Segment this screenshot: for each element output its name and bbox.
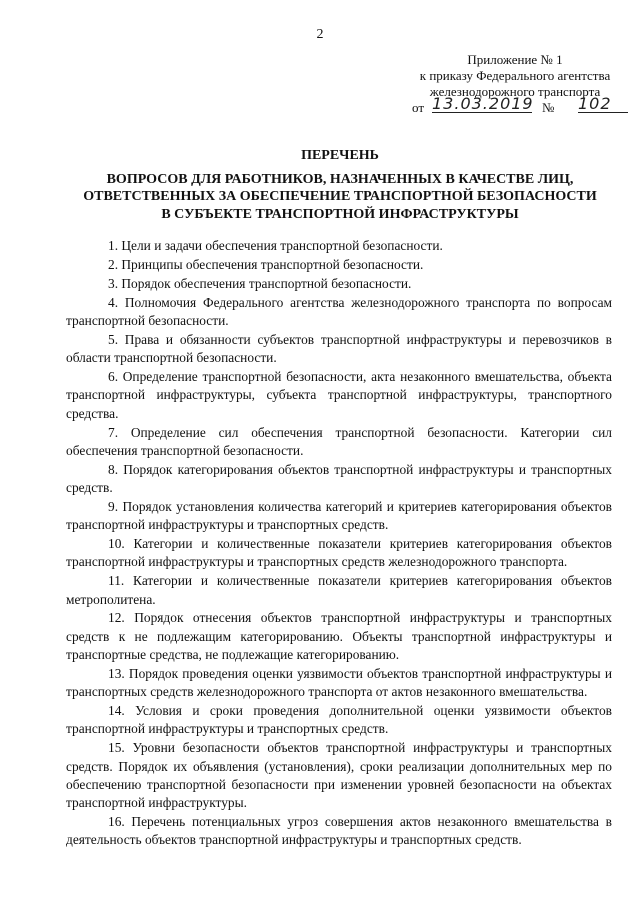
list-item: 13. Порядок проведения оценки уязвимости объектов транспортной инфраструктуры и транспортных средств железнодорожного транспорта от актов незаконного вмешательства. [66, 665, 612, 700]
page-number: 2 [316, 27, 324, 42]
title-line-4: В СУБЪЕКТЕ ТРАНСПОРТНОЙ ИНФРАСТРУКТУРЫ [161, 206, 519, 222]
list-item: 5. Права и обязанности субъектов транспортной инфраструктуры и перевозчиков в области транспортной безопасности. [66, 331, 612, 366]
question-list [66, 237, 612, 850]
list-item: 9. Порядок установления количества категорий и критериев категорирования объектов транспортной инфраструктуры и транспортных средств. [66, 498, 612, 533]
annex-order-line: к приказу Федерального агентства [419, 68, 611, 83]
list-item: 16. Перечень потенциальных угроз совершения актов незаконного вмешательства в деятельность объектов транспортной инфраструктуры и транспортных средств. [66, 814, 612, 848]
list-item: 4. Полномочия Федерального агентства железнодорожного транспорта по вопросам транспортной безопасности. [66, 294, 612, 328]
list-item: 7. Определение сил обеспечения транспортной безопасности. Категории сил обеспечения транспортной безопасности. [66, 424, 612, 458]
list-item: 3. Порядок обеспечения транспортной безопасности. [108, 275, 412, 291]
annex-title: Приложение № 1 [467, 52, 563, 67]
title-line-2: ВОПРОСОВ ДЛЯ РАБОТНИКОВ, НАЗНАЧЕННЫХ В КАЧЕСТВЕ ЛИЦ, [106, 171, 574, 187]
handwritten-number: 102 [578, 96, 628, 113]
list-item: 10. Категории и количественные показатели критериев категорирования объектов транспортной инфраструктуры и транспортных средств железнодорожного транспорта. [66, 536, 612, 570]
list-item: 6. Определение транспортной безопасности, акта незаконного вмешательства, объекта транспортной инфраструктуры, субъекта транспортной инфраструктуры, транспортного средства. [66, 369, 612, 421]
list-item: 11. Категории и количественные показатели критериев категорирования объектов метрополитена. [66, 573, 612, 607]
annex-agency-line: железнодорожного транспорта [429, 84, 601, 99]
list-item: 12. Порядок отнесения объектов транспортной инфраструктуры и транспортных средств к не подлежащим категорированию. Объекты транспортной инфраструктуры и транспортные средства, не подлежащие категорированию. [66, 610, 612, 663]
list-item: 14. Условия и сроки проведения дополнительной оценки уязвимости объектов транспортной инфраструктуры и транспортных средств. [66, 703, 612, 737]
list-item: 2. Принципы обеспечения транспортной безопасности. [108, 256, 424, 272]
list-item: 8. Порядок категорирования объектов транспортной инфраструктуры и транспортных средств. [66, 461, 612, 496]
date-prefix: от [412, 100, 425, 115]
annex-header [400, 52, 630, 118]
title-line-3: ОТВЕТСТВЕННЫХ ЗА ОБЕСПЕЧЕНИЕ ТРАНСПОРТНОЙ БЕЗОПАСНОСТИ [83, 189, 597, 204]
list-item: 15. Уровни безопасности объектов транспортной инфраструктуры и транспортных средств. Порядок их объявления (установления), сроки реализации дополнительных мер по обеспечению транспортной безопасности при изменении уровней безопасности на объектах транспортной инфраструктуры. [66, 740, 612, 811]
document-title [70, 147, 610, 223]
number-prefix: № [542, 100, 555, 115]
handwritten-date: 13.03.2019 [432, 94, 534, 113]
title-heading: ПЕРЕЧЕНЬ [301, 148, 379, 163]
annex-date-line [400, 94, 630, 118]
list-item: 1. Цели и задачи обеспечения транспортной безопасности. [108, 238, 443, 253]
